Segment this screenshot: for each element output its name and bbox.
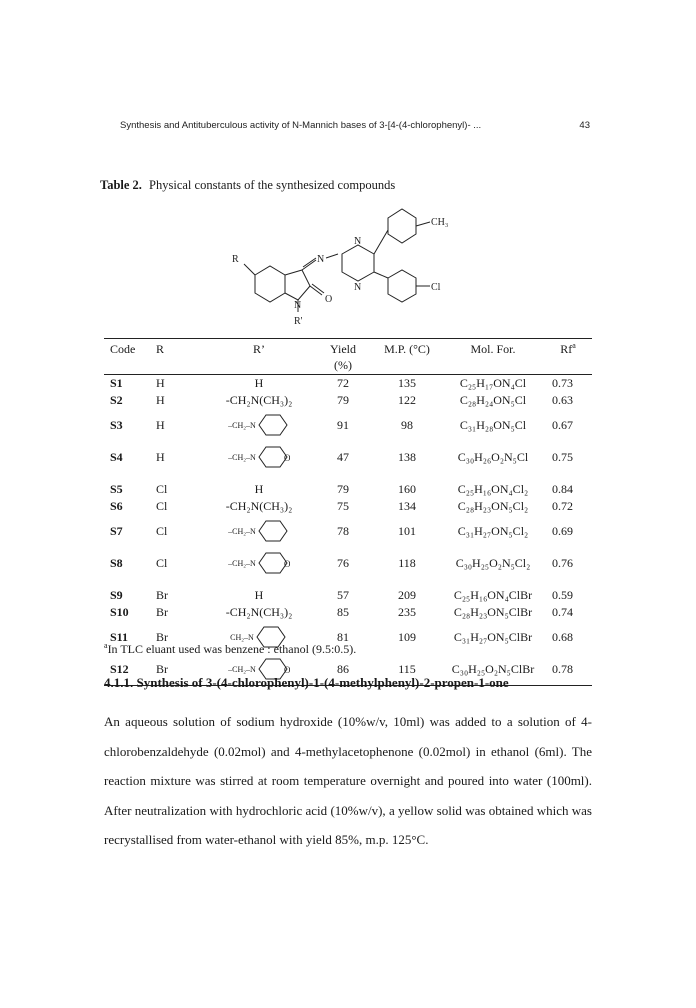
cell-r: Br xyxy=(154,653,204,686)
table-row xyxy=(104,604,592,621)
cell-rprime xyxy=(204,547,314,579)
header-code: Code xyxy=(104,339,154,359)
morpholine-ring-icon xyxy=(256,550,290,576)
chlorophenyl-ring xyxy=(388,270,416,302)
cell-mp: 138 xyxy=(398,449,416,464)
cell-r: Br xyxy=(156,605,168,619)
cell-yield: 91 xyxy=(337,417,349,432)
cell-yield: 86 xyxy=(314,653,372,686)
r-label: R xyxy=(232,254,239,265)
cell-rf: 0.76 xyxy=(552,555,573,570)
n-pyrimidine-2-label: N xyxy=(354,282,362,293)
table-row xyxy=(104,409,592,441)
table-caption xyxy=(100,178,395,193)
table-row xyxy=(104,473,592,498)
physical-constants-table xyxy=(104,338,592,686)
pyrimidine-ring xyxy=(342,245,374,281)
cell-formula: C₂₈H₂₄ON₅Cl xyxy=(459,393,527,407)
cell-code: S8 xyxy=(110,555,123,570)
cell-code: S1 xyxy=(110,376,123,390)
cell-rprime: H xyxy=(254,588,264,602)
n-pyrimidine-1-label: N xyxy=(354,236,362,247)
cell-rprime: -CH₂N(CH₃)₂ xyxy=(225,393,293,407)
table-header-row-2 xyxy=(104,358,592,375)
cell-mp: 235 xyxy=(398,605,416,619)
cell-formula: C₃₀H₂₅O₂N₅ClBr xyxy=(442,653,544,686)
cell-rf: 0.84 xyxy=(552,482,573,496)
cell-r: Cl xyxy=(156,555,168,570)
cell-rf: 0.69 xyxy=(552,523,573,538)
ring-oxygen-label: O xyxy=(283,559,290,569)
cell-code: S11 xyxy=(110,629,129,644)
cell-code: S6 xyxy=(110,499,123,513)
cell-mp: 101 xyxy=(398,523,416,538)
cell-yield: 78 xyxy=(337,523,349,538)
cell-rprime: H xyxy=(254,376,264,390)
cell-rprime xyxy=(204,409,314,441)
header-mp: M.P. (°C) xyxy=(372,339,442,359)
section-body: An aqueous solution of sodium hydroxide (10%w/v, 10ml) was added to a solution of 4-chlorobenzaldehyde (0.02mol) and 4-methylacetophenone (0.02mol) in ethanol (6ml). The reaction mixture was stirred at room temperature overnight and poured into water (100ml). After neutralization with hydrochloric acid (10%w/v), a yellow solid was obtained which was recrystallised from water-ethanol with yield 85%, m.p. 125°C. xyxy=(104,714,592,847)
tolyl-ring xyxy=(388,209,416,243)
table-header-row xyxy=(104,339,592,359)
cell-mp: 118 xyxy=(398,555,416,570)
cell-yield: 72 xyxy=(337,376,349,390)
cell-code: S7 xyxy=(110,523,123,538)
cell-mp: 115 xyxy=(372,653,442,686)
cell-rprime: -CH₂N(CH₃)₂ xyxy=(225,499,293,513)
rprime-prefix: –CH₂–N xyxy=(228,526,256,536)
cell-rf: 0.75 xyxy=(552,449,573,464)
page-number: 43 xyxy=(579,120,590,131)
table-row xyxy=(104,579,592,604)
o-label: O xyxy=(325,294,333,305)
table-row xyxy=(104,375,592,393)
cell-mp: 109 xyxy=(398,629,416,644)
cell-mp: 134 xyxy=(398,499,416,513)
header-rf: Rf$^a$ xyxy=(544,339,592,359)
header-r: R xyxy=(154,339,204,359)
table-row xyxy=(104,392,592,409)
cell-yield: 57 xyxy=(337,588,349,602)
ring-oxygen-label: O xyxy=(283,665,290,675)
cell-r: Cl xyxy=(156,482,168,496)
rprime-prefix: –CH₂–N xyxy=(228,452,256,462)
cell-r: H xyxy=(156,376,165,390)
cell-rprime xyxy=(204,441,314,473)
cell-formula: C₃₀H₂₅O₂N₅Cl₂ xyxy=(455,555,531,570)
header-rprime: R’ xyxy=(204,339,314,359)
cell-r: H xyxy=(156,417,165,432)
cell-r: Br xyxy=(156,588,168,602)
cell-formula: C₃₁H₂₈ON₅Cl xyxy=(459,417,527,432)
rprime-prefix: CH₂–N xyxy=(230,632,254,642)
cell-yield: 79 xyxy=(337,482,349,496)
cell-code: S2 xyxy=(110,393,123,407)
cell-code: S5 xyxy=(110,482,123,496)
table-row xyxy=(104,515,592,547)
cell-code: S10 xyxy=(110,605,129,619)
piperidine-ring-icon xyxy=(256,412,290,438)
cell-rf: 0.63 xyxy=(552,393,573,407)
cell-formula: C₃₁H₂₇ON₅Cl₂ xyxy=(457,523,529,538)
general-structure-diagram xyxy=(230,200,470,330)
n-exocyclic-label: N xyxy=(317,254,325,265)
rprime-prefix: –CH₂–N xyxy=(228,558,256,568)
cell-rf: 0.72 xyxy=(552,499,573,513)
cell-mp: 160 xyxy=(398,482,416,496)
section-heading: 4.1.1. Synthesis of 3-(4-chlorophenyl)-1-(4-methylphenyl)-2-propen-1-one xyxy=(104,675,509,690)
cell-rf: 0.78 xyxy=(544,653,592,686)
cell-yield: 75 xyxy=(337,499,349,513)
cell-formula: C₂₅H₁₆ON₄ClBr xyxy=(453,588,533,602)
cell-code: S3 xyxy=(110,417,123,432)
n-indole-label: N xyxy=(294,300,302,311)
indole-benzene-ring xyxy=(255,266,285,302)
table-footnote: $^a$In TLC eluant used was benzene : ethanol (9.5:0.5). xyxy=(104,641,357,656)
cell-r: Cl xyxy=(156,523,168,538)
cell-formula: C₂₅H₁₆ON₄Cl₂ xyxy=(457,482,529,496)
cell-yield: 76 xyxy=(337,555,349,570)
rprime-label: R' xyxy=(294,316,303,327)
rprime-prefix: –CH₂–N xyxy=(228,664,256,674)
cell-rf: 0.67 xyxy=(552,417,573,432)
cell-r: H xyxy=(156,449,165,464)
indole-five-ring xyxy=(285,270,310,300)
cell-rf: 0.74 xyxy=(552,605,573,619)
cell-formula: C₂₈H₂₃ON₅ClBr xyxy=(453,605,533,619)
cell-rf: 0.68 xyxy=(552,629,573,644)
cell-rprime: H xyxy=(254,482,264,496)
header-yield-unit: (%) xyxy=(314,358,372,375)
piperidine-ring-icon xyxy=(256,518,290,544)
ch3-label: CH₃ xyxy=(431,217,449,228)
cell-yield: 47 xyxy=(337,449,349,464)
cell-yield: 81 xyxy=(337,629,349,644)
cell-formula: C₂₅H₁₇ON₄Cl xyxy=(459,376,527,390)
table-row xyxy=(104,547,592,579)
running-title: Synthesis and Antituberculous activity of N-Mannich bases of 3-[4-(4-chlorophenyl)- ... xyxy=(120,120,482,131)
table-title: Physical constants of the synthesized compounds xyxy=(149,178,396,192)
cell-r: Cl xyxy=(156,499,168,513)
cell-rprime: -CH₂N(CH₃)₂ xyxy=(225,605,293,619)
cl-label: Cl xyxy=(431,282,441,293)
cell-mp: 135 xyxy=(398,376,416,390)
cell-code: S4 xyxy=(110,449,123,464)
rprime-prefix: –CH₂–N xyxy=(228,420,256,430)
table-row xyxy=(104,498,592,515)
cell-mp: 98 xyxy=(401,417,413,432)
cell-yield: 85 xyxy=(337,605,349,619)
cell-formula: C₃₁H₂₇ON₅ClBr xyxy=(453,629,533,644)
running-header xyxy=(120,120,590,131)
header-formula: Mol. For. xyxy=(442,339,544,359)
table-row xyxy=(104,441,592,473)
cell-mp: 209 xyxy=(398,588,416,602)
morpholine-ring-icon xyxy=(256,444,290,470)
cell-code: S9 xyxy=(110,588,123,602)
cell-code: S12 xyxy=(104,653,154,686)
header-yield: Yield xyxy=(314,339,372,359)
cell-rf: 0.73 xyxy=(552,376,573,390)
cell-r: Br xyxy=(156,629,168,644)
cell-yield: 79 xyxy=(337,393,349,407)
cell-r: H xyxy=(156,393,165,407)
cell-mp: 122 xyxy=(398,393,416,407)
cell-rf: 0.59 xyxy=(552,588,573,602)
cell-formula: C₂₈H₂₃ON₅Cl₂ xyxy=(457,499,529,513)
table-label: Table 2. xyxy=(100,178,142,192)
cell-formula: C₃₀H₂₆O₂N₅Cl xyxy=(457,449,529,464)
cell-rprime xyxy=(204,515,314,547)
ring-oxygen-label: O xyxy=(283,453,290,463)
